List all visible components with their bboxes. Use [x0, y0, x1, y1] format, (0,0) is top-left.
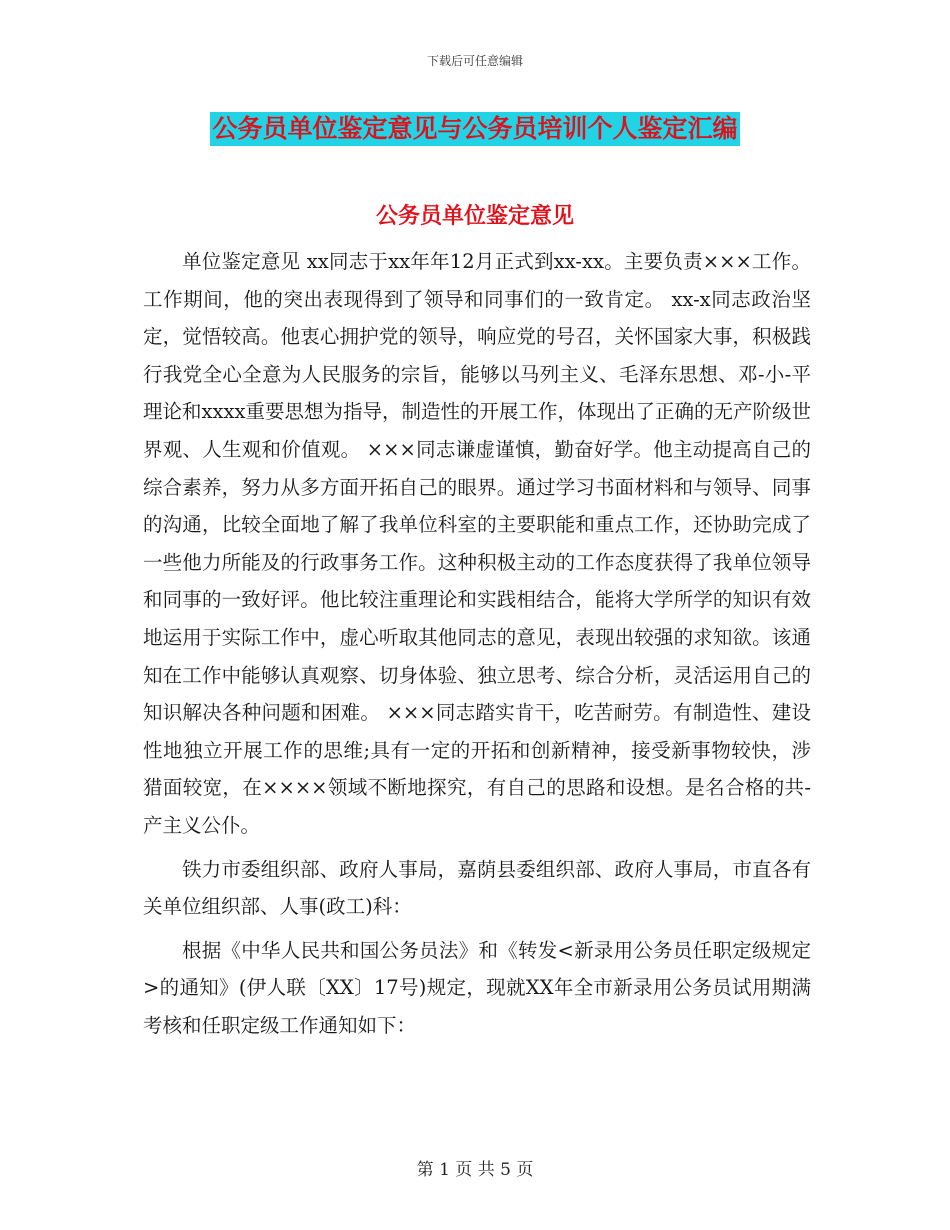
body-paragraph: 根据《中华人民共和国公务员法》和《转发<新录用公务员任职定级规定>的通知》(伊人联〔XX〕17号)规定，现就XX年全市新录用公务员试用期满考核和任职定级工作通知如下： [143, 938, 811, 1037]
body-paragraph: 单位鉴定意见 xx同志于xx年年12月正式到xx-xx。主要负责×××工作。工作期间，他的突出表现得到了领导和同事们的一致肯定。 xx-x同志政治坚定，觉悟较高。他衷心拥护党的领导，响应党的号召，关怀国家大事，积极践行我党全心全意为人民服务的宗旨，能够以马列主义、毛泽东思想、邓-小-平理论和xxxx重要思想为指导，制造性的开展工作，体现出了正确的无产阶级世界观、人生观和价值观。 ×××同志谦虚谨慎，勤奋好学。他主动提高自己的综合素养，努力从多方面开拓自己的眼界。通过学习书面材料和与领导、同事的沟通，比较全面地了解了我单位科室的主要职能和重点工作，还协助完成了一些他力所能及的行政事务工作。这种积极主动的工作态度获得了我单位领导和同事的一致好评。他比较注重理论和实践相结合，能将大学所学的知识有效地运用于实际工作中，虚心听取其他同志的意见，表现出较强的求知欲。该通知在工作中能够认真观察、切身体验、独立思考、综合分析，灵活运用自己的知识解决各种问题和困难。 ×××同志踏实肯干，吃苦耐劳。有制造性、建设性地独立开展工作的思维;具有一定的开拓和创新精神，接受新事物较快，涉猎面较宽，在××××领域不断地探究，有自己的思路和设想。是名合格的共-产主义公仆。 [143, 250, 811, 837]
page-number-footer: 第 1 页 共 5 页 [416, 1160, 534, 1180]
document-body [143, 243, 811, 1050]
section-title: 公务员单位鉴定意见 [375, 203, 574, 229]
body-paragraph: 铁力市委组织部、政府人事局，嘉荫县委组织部、政府人事局，市直各有关单位组织部、人事(政工)科： [143, 857, 811, 919]
document-title-text: 公务员单位鉴定意见与公务员培训个人鉴定汇编 [210, 112, 739, 146]
page-header-note: 下载后可任意编辑 [426, 54, 523, 68]
document-title [0, 112, 950, 146]
